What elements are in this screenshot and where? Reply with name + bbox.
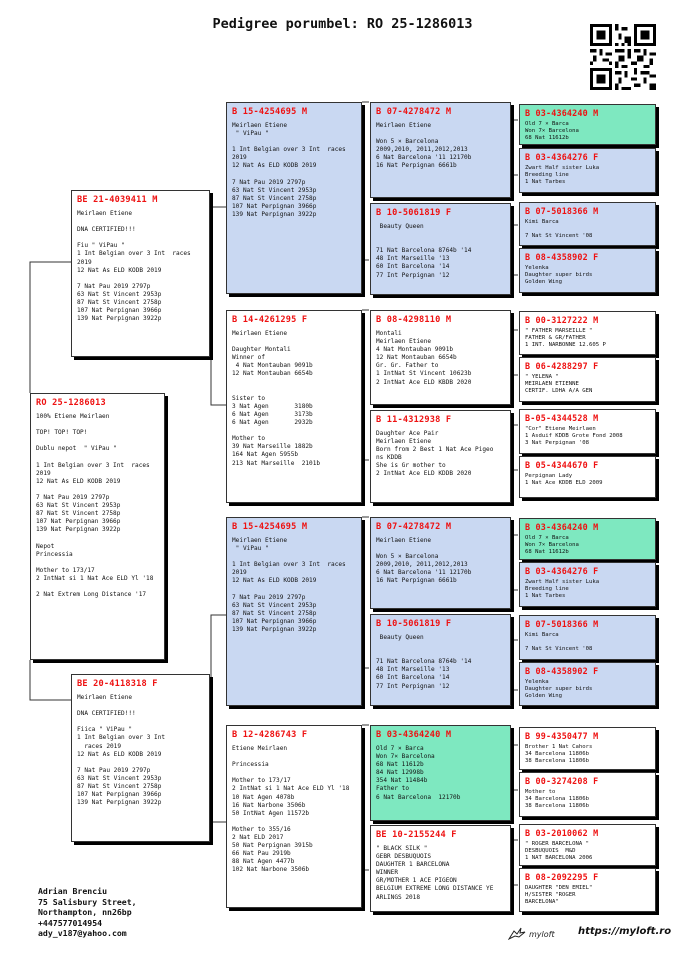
pigeon-ring-id: B 03-4364276 F: [525, 566, 599, 576]
gen4-card-10[interactable]: [519, 562, 656, 607]
sire-card[interactable]: [71, 190, 210, 357]
gen4-card-6[interactable]: [519, 357, 656, 402]
website-link[interactable]: https://myloft.ro: [578, 926, 672, 937]
pigeon-info: " YELENA " MEIRLAEN ETIENNE CERTIF. LDHA A/A GEN: [525, 374, 593, 395]
pigeon-info: " BLACK SILK " GEBR DESBUQUOIS DAUGHTER 1 BARCELONA WINNER GR/MOTHER 1 ACE PIGEON BELGIUM EXTREME LONG DISTANCE YE ARLINGS 2018: [376, 845, 494, 901]
owner-email: ady_v187@yahoo.com: [38, 928, 127, 939]
pigeon-ring-id: BE 20-4118318 F: [77, 679, 158, 689]
pigeon-ring-id: B 99-4350477 M: [525, 731, 599, 741]
pigeon-info: Beauty Queen 71 Nat Barcelona 8764b '14 48 Int Marseille '13 60 Int Barcelona '14 77 Int Perpignan '12: [376, 634, 472, 690]
pigeon-ring-id: RO 25-1286013: [36, 398, 106, 408]
pigeon-ring-id: B 07-5018366 M: [525, 619, 599, 629]
gen4-card-15[interactable]: [519, 824, 656, 866]
pigeon-ring-id: B 08-2092295 F: [525, 872, 599, 882]
gen4-card-14[interactable]: [519, 772, 656, 817]
pigeon-ring-id: B 03-4364240 M: [376, 730, 452, 740]
pigeon-ring-id: B 10-5061819 F: [376, 208, 452, 218]
sire-sire-card[interactable]: [226, 102, 362, 294]
gen4-card-2[interactable]: [519, 148, 656, 193]
gen3-card-5[interactable]: [370, 517, 511, 609]
pigeon-ring-id: B 00-3274208 F: [525, 776, 599, 786]
sire-dam-card[interactable]: [226, 310, 362, 503]
pigeon-info: Meirlaen Etiene DNA CERTIFIED!!! Fiica " ViPau " 1 Int Belgian over 3 Int races 2019 12 Nat As ELD KODB 2019 7 Nat Pau 2019 2797p 63 Nat St Vincent 2953p 87 Nat St Vincent 2758p 107 Nat Perpignan 3966p 139 Nat Perpignan 3922p: [77, 694, 166, 807]
pigeon-info: Meirlaen Etiene DNA CERTIFIED!!! Fiu " ViPau " 1 Int Belgian over 3 Int races 2019 12 Nat As ELD KODB 2019 7 Nat Pau 2019 2797p 63 Nat St Vincent 2953p 87 Nat St Vincent 2758p 107 Nat Perpignan 3966p 139 Nat Perpignan 3922p: [77, 210, 191, 323]
pigeon-info: Perpignan Lady 1 Nat Ace KDDB ELD 2009: [525, 473, 603, 487]
pigeon-ring-id: B 15-4254695 M: [232, 107, 308, 117]
myloft-logo: [508, 927, 555, 941]
pigeon-info: " ROGER BARCELONA " DESBUQUOIS M&D 1 NAT BARCELONA 2006: [525, 841, 593, 862]
pigeon-ring-id: B 08-4358902 F: [525, 252, 599, 262]
gen4-card-12[interactable]: [519, 662, 656, 706]
pigeon-info: 100% Etiene Meirlaen TOP! TOP! TOP! Dublu nepot " ViPau " 1 Int Belgian over 3 Int races 2019 12 Nat As ELD KODB 2019 7 Nat Pau 2019 2797p 63 Nat St Vincent 2953p 87 Nat St Vincent 2758p 107 Nat Perpignan 3966p 139 Nat Perpignan 3922p Nepot Princessia Mother to 173/17 2 IntNat si 1 Nat Ace ELD Yl '18 2 Nat Extrem Long Distance '17: [36, 413, 154, 599]
pigeon-ring-id: B 07-4278472 M: [376, 107, 452, 117]
gen3-card-2[interactable]: [370, 203, 511, 295]
pigeon-info: Etiene Meirlaen Princessia Mother to 173/17 2 IntNat si 1 Nat Ace ELD Yl '18 10 Nat Agen 4078b 16 Nat Narbone 3506b 50 IntNat Agen 11572b Mother to 355/16 2 Nat ELD 2017 50 Nat Perpignan 3915b 66 Nat Pau 2919b 88 Nat Agen 4477b 102 Nat Narbone 3506b: [232, 745, 350, 874]
pigeon-info: Montali Meirlaen Etiene 4 Nat Montauban 9091b 12 Nat Montauban 6654b Gr. Gr. Father to 1 IntNat St Vincent 10623b 2 IntNat Ace ELD KBDB 2020: [376, 330, 472, 386]
pigeon-ring-id: B 07-5018366 M: [525, 206, 599, 216]
brand-name: myloft: [529, 929, 555, 939]
pigeon-info: Old 7 × Barca Won 7× Barcelona 68 Nat 11612b 84 Nat 12998b 354 Nat 11484b Father to 6 Nat Barcelona 12170b: [376, 745, 461, 801]
pigeon-info: DAUGHTER "DEN EMIEL" H/SISTER "ROGER BARCELONA": [525, 885, 593, 906]
pigeon-info: Brother 1 Nat Cahors 34 Barcelona 11806b 38 Barcelona 11806b: [525, 744, 593, 765]
pigeon-ring-id: BE 10-2155244 F: [376, 830, 457, 840]
gen4-card-4[interactable]: [519, 248, 656, 293]
gen4-card-8[interactable]: [519, 456, 656, 498]
pigeon-ring-id: B-05-4344528 M: [525, 413, 599, 423]
gen4-card-16[interactable]: [519, 868, 656, 912]
pigeon-ring-id: B 08-4358902 F: [525, 666, 599, 676]
gen3-card-6[interactable]: [370, 614, 511, 706]
gen4-card-11[interactable]: [519, 615, 656, 660]
dam-dam-card[interactable]: [226, 725, 362, 908]
gen3-card-8[interactable]: [370, 825, 511, 912]
pigeon-info: Meirlaen Etiene Daughter Montali Winner of 4 Nat Montauban 9091b 12 Nat Montauban 6654b Sister to 3 Nat Agen 3180b 6 Nat Agen 3173b 6 Nat Agen 2932b Mother to 39 Nat Marseille 1882b 164 Nat Agen 5955b 213 Nat Marseille 2101b: [232, 330, 321, 467]
pigeon-info: Kimi Barca 7 Nat St Vincent '08: [525, 219, 593, 240]
dam-sire-card[interactable]: [226, 517, 362, 706]
pigeon-info: Yelenka Daughter super birds Golden Wing: [525, 265, 593, 286]
pigeon-ring-id: B 15-4254695 M: [232, 522, 308, 532]
gen4-card-7[interactable]: [519, 409, 656, 454]
gen3-card-1[interactable]: [370, 102, 511, 198]
pigeon-ring-id: B 08-4298110 M: [376, 315, 452, 325]
gen4-card-9[interactable]: [519, 518, 656, 560]
dam-card[interactable]: [71, 674, 210, 842]
pigeon-ring-id: B 03-2010062 M: [525, 828, 599, 838]
pigeon-ring-id: B 06-4288297 F: [525, 361, 599, 371]
pigeon-info: Zwart Half sister Luka Breeding line 1 Nat Tarbes: [525, 579, 600, 600]
gen3-card-3[interactable]: [370, 310, 511, 405]
pigeon-info: Daughter Ace Pair Meirlaen Etiene Born from 2 Best 1 Nat Ace Pigeo ns KDDB She is Gr mother to 2 IntNat Ace ELD KDDB 2020: [376, 430, 494, 478]
pigeon-info: Mother to 34 Barcelona 11806b 38 Barcelona 11806b: [525, 789, 589, 810]
pigeon-info: Meirlaen Etiene " ViPau " 1 Int Belgian over 3 Int races 2019 12 Nat As ELD KODB 2019 7 Nat Pau 2019 2797p 63 Nat St Vincent 2953p 87 Nat St Vincent 2758p 107 Nat Perpignan 3966p 139 Nat Perpignan 3922p: [232, 537, 346, 634]
pigeon-info: Beauty Queen 71 Nat Barcelona 8764b '14 48 Int Marseille '13 60 Int Barcelona '14 77 Int Perpignan '12: [376, 223, 472, 279]
pigeon-ring-id: B 03-4364240 M: [525, 108, 599, 118]
gen4-card-1[interactable]: [519, 104, 656, 145]
pigeon-ring-id: B 03-4364240 M: [525, 522, 599, 532]
pigeon-info: Yelenka Daughter super birds Golden Wing: [525, 679, 593, 700]
pigeon-info: "Cor" Etiene Meirlaen 1 Asduif KDDB Grote Fond 2008 3 Nat Perpignan '08: [525, 426, 623, 447]
owner-contact-block: [38, 886, 137, 939]
pigeon-info: Meirlaen Etiene " ViPau " 1 Int Belgian over 3 Int races 2019 12 Nat As ELD KODB 2019 7 Nat Pau 2019 2797p 63 Nat St Vincent 2953p 87 Nat St Vincent 2758p 107 Nat Perpignan 3966p 139 Nat Perpignan 3922p: [232, 122, 346, 219]
gen3-card-4[interactable]: [370, 410, 511, 503]
gen4-card-13[interactable]: [519, 727, 656, 770]
pigeon-info: Meirlaen Etiene Won 5 × Barcelona 2009,2010, 2011,2012,2013 6 Nat Barcelona '11 12170b 16 Nat Perpignan 6661b: [376, 537, 472, 585]
gen4-card-3[interactable]: [519, 202, 656, 246]
owner-address-line: 75 Salisbury Street,: [38, 896, 137, 907]
owner-name: Adrian Brenciu: [38, 886, 108, 896]
pigeon-info: " FATHER MARSEILLE " FATHER & GR/FATHER 1 INT. NARBONNE 12.605 P: [525, 328, 606, 349]
pigeon-info: Meirlaen Etiene Won 5 × Barcelona 2009,2010, 2011,2012,2013 6 Nat Barcelona '11 12170b 16 Nat Perpignan 6661b: [376, 122, 472, 170]
pigeon-ring-id: B 12-4286743 F: [232, 730, 308, 740]
owner-city: Northampton, nn26bp: [38, 907, 132, 918]
pigeon-ring-id: B 05-4344670 F: [525, 460, 599, 470]
pigeon-ring-id: BE 21-4039411 M: [77, 195, 158, 205]
pigeon-info: Old 7 × Barca Won 7× Barcelona 68 Nat 11612b: [525, 121, 579, 142]
pigeon-ring-id: B 11-4312938 F: [376, 415, 452, 425]
owner-phone: +447577014954: [38, 917, 103, 928]
gen4-card-5[interactable]: [519, 311, 656, 355]
pigeon-logo-icon: [508, 927, 526, 941]
pigeon-ring-id: B 00-3127222 M: [525, 315, 599, 325]
pigeon-ring-id: B 10-5061819 F: [376, 619, 452, 629]
root-pigeon-card[interactable]: [30, 393, 165, 660]
page-title: Pedigree porumbel: RO 25-1286013: [212, 16, 473, 32]
pigeon-info: Old 7 × Barca Won 7× Barcelona 68 Nat 11612b: [525, 535, 579, 556]
gen3-card-7[interactable]: [370, 725, 511, 821]
pigeon-ring-id: B 03-4364276 F: [525, 152, 599, 162]
pigeon-info: Zwart Half sister Luka Breeding line 1 Nat Tarbes: [525, 165, 600, 186]
pigeon-info: Kimi Barca 7 Nat St Vincent '08: [525, 632, 593, 653]
pigeon-ring-id: B 07-4278472 M: [376, 522, 452, 532]
pigeon-ring-id: B 14-4261295 F: [232, 315, 308, 325]
